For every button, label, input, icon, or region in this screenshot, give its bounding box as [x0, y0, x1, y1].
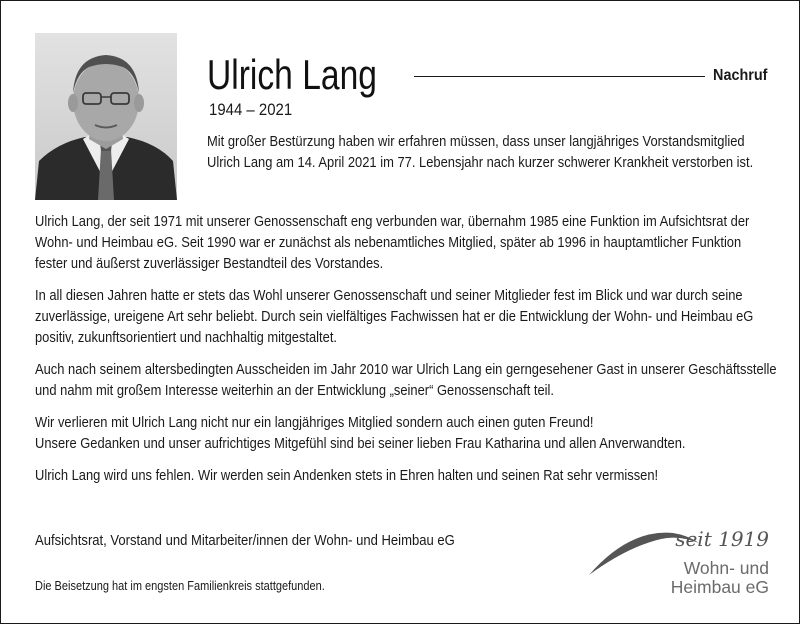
- body-paragraph: [35, 211, 769, 274]
- body-line: Unsere Gedanken und unser aufrichtiges Mitgefühl sind bei seiner lieben Frau Katharina und allen Anverwandten.: [35, 435, 686, 452]
- intro-line: Mit großer Bestürzung haben wir erfahren müssen, dass unser langjähriges Vorstandsmitglied: [207, 133, 745, 150]
- body-paragraph: [35, 465, 769, 486]
- header-rule: [414, 76, 705, 77]
- life-years: 1944 – 2021: [209, 100, 293, 119]
- logo-since-text: seit 1919: [675, 527, 769, 551]
- body-line: zuverlässige, ureigene Art sehr beliebt. Durch sein vielfältiges Fachwissen hat er die Entwicklung der Wohn- und Heimbau eG: [35, 308, 754, 325]
- logo-company-name: [671, 559, 769, 597]
- portrait-photo: [35, 33, 177, 200]
- body-line: Ulrich Lang, der seit 1971 mit unserer Genossenschaft eng verbunden war, übernahm 1985 eine Funktion im Aufsichtsrat der: [35, 213, 750, 230]
- body-line: In all diesen Jahren hatte er stets das Wohl unserer Genossenschaft und seiner Mitglieder fest im Blick und war durch seine: [35, 287, 743, 304]
- deceased-name: Ulrich Lang: [207, 51, 377, 98]
- body-paragraph: [35, 285, 769, 348]
- body-line: und nahm mit großem Interesse weiterhin an der Entwicklung „seiner“ Genossenschaft teil.: [35, 382, 555, 399]
- body-paragraph: [35, 359, 777, 401]
- notice-type-label: Nachruf: [712, 67, 767, 84]
- burial-note: Die Beisetzung hat im engsten Familienkreis stattgefunden.: [35, 579, 325, 593]
- logo-name-line: Wohn- und: [683, 558, 769, 578]
- intro-line: Ulrich Lang am 14. April 2021 im 77. Lebensjahr nach kurzer schwerer Krankheit verstorben ist.: [207, 154, 754, 171]
- body-line: fester und äußerst zuverlässiger Bestandteil des Vorstandes.: [35, 255, 384, 272]
- logo-name-line: Heimbau eG: [670, 577, 769, 597]
- obituary-body: [35, 211, 777, 497]
- signature-line: Aufsichtsrat, Vorstand und Mitarbeiter/innen der Wohn- und Heimbau eG: [35, 532, 455, 549]
- body-line: Ulrich Lang wird uns fehlen. Wir werden sein Andenken stets in Ehren halten und seinen Rat sehr vermissen!: [35, 467, 659, 484]
- company-logo: [589, 523, 771, 601]
- body-line: positiv, zukunftsorientiert und nachhaltig mitgestaltet.: [35, 329, 337, 346]
- body-line: Wir verlieren mit Ulrich Lang nicht nur ein langjähriges Mitglied sondern auch einen guten Freund!: [35, 414, 594, 431]
- body-line: Auch nach seinem altersbedingten Ausscheiden im Jahr 2010 war Ulrich Lang ein gerngesehener Gast in unserer Geschäftsstelle: [35, 361, 777, 378]
- body-line: Wohn- und Heimbau eG. Seit 1990 war er zunächst als nebenamtliches Mitglied, später ab 1996 in hauptamtlicher Funktion: [35, 234, 742, 251]
- body-paragraph: [35, 412, 769, 454]
- intro-paragraph: [207, 131, 769, 173]
